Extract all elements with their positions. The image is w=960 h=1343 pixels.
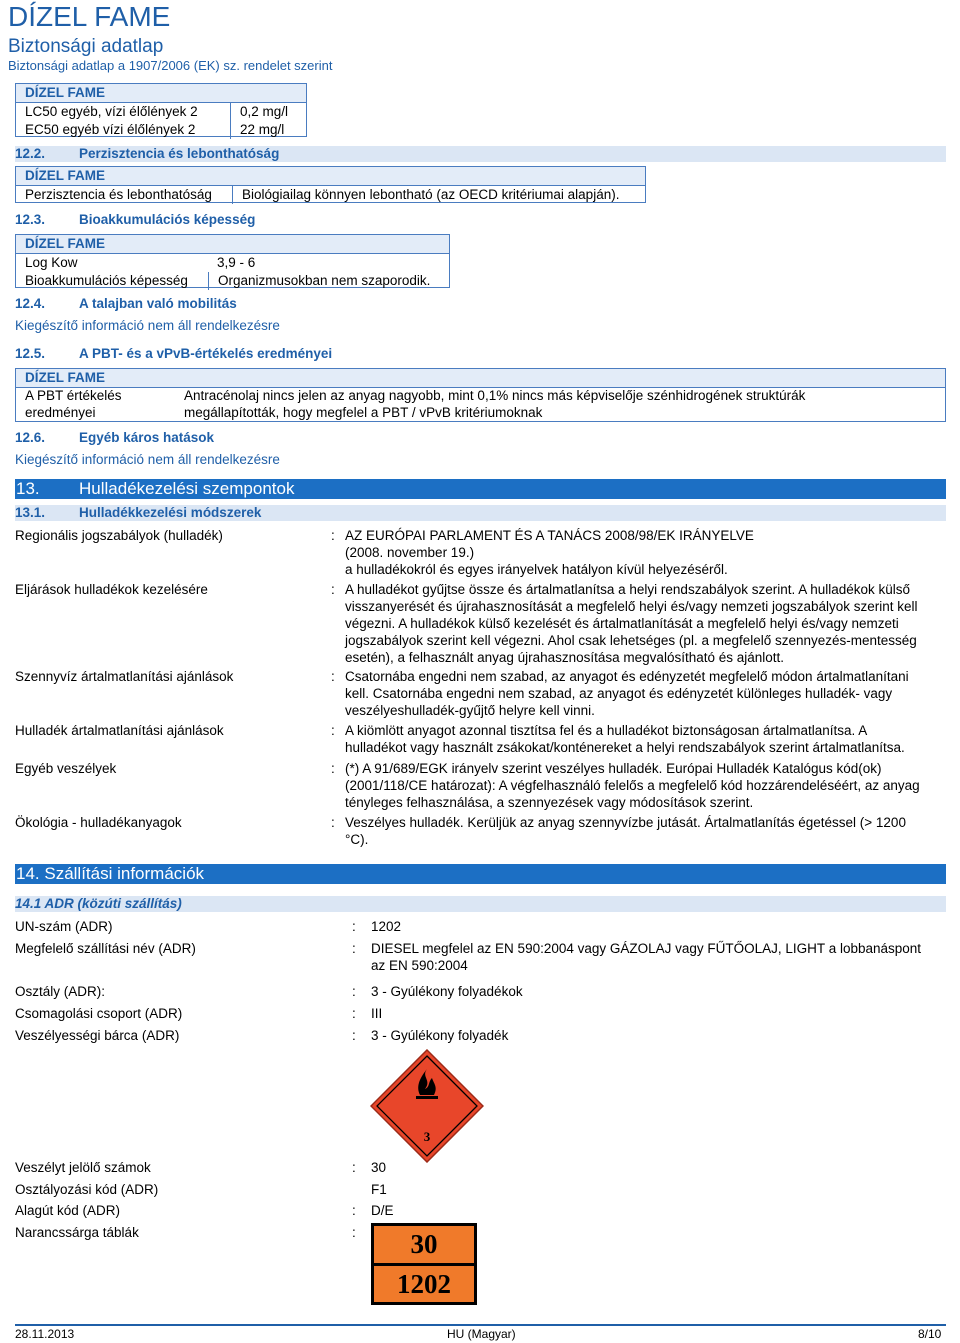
orange-plate — [371, 1223, 477, 1305]
table-cell-value — [184, 387, 805, 421]
waste-info-value-line: A hulladékot gyűjtse össze és ártalmatlanítsa a helyi rendszabályok szerint. A hulladékok külső — [345, 582, 911, 597]
waste-info-value-line: AZ EURÓPAI PARLAMENT ÉS A TANÁCS 2008/98/EK IRÁNYELVE — [345, 528, 754, 543]
waste-info-value-line: hulladékot vagy használt zsákokat/konténereket a helyi rendszabályok szerint ártalmatlanítsa. — [345, 740, 905, 755]
separator-colon: : — [352, 941, 356, 956]
adr-info-label: Osztály (ADR): — [15, 984, 106, 999]
table-caption: DÍZEL FAME — [16, 369, 945, 388]
separator-colon: : — [352, 919, 356, 934]
table-cell-key: Perzisztencia és lebonthatóság — [25, 187, 212, 202]
footer-page-number: 8/10 — [918, 1327, 942, 1341]
table-caption: DÍZEL FAME — [16, 235, 449, 254]
section-title: Hulladékkezelési módszerek — [79, 505, 262, 520]
section-title: 14. Szállítási információk — [16, 864, 205, 883]
table-row — [16, 254, 449, 272]
waste-info-value-line: kell. Csatornába engedni nem szabad, az anyagot és edényzetét különleges hulladék- vagy — [345, 686, 893, 701]
section-number: 12.6. — [15, 430, 46, 445]
section-title: A PBT- és a vPvB-értékelés eredményei — [79, 346, 333, 361]
section-number: 12.3. — [15, 212, 46, 227]
section-13-heading — [15, 479, 946, 499]
label-class-number: 3 — [423, 1129, 431, 1144]
section-title: Hulladékezelési szempontok — [79, 479, 295, 498]
adr-info-value: D/E — [371, 1203, 394, 1218]
separator-colon: : — [352, 1028, 356, 1043]
table-row — [16, 121, 306, 139]
waste-info-label: Ökológia - hulladékanyagok — [15, 815, 182, 830]
bioaccumulation-table — [15, 234, 450, 288]
separator-colon: : — [352, 1160, 356, 1175]
table-cell-value: 3,9 - 6 — [217, 255, 256, 270]
toxicity-table — [15, 83, 307, 137]
section-number: 12.4. — [15, 296, 46, 311]
waste-info-value-line: jogszabályok szerint kell végezni. Ahol csak lehetséges (pl. a megfelelő szennyezés-mentesség — [345, 633, 917, 648]
adr-info-value-line: III — [371, 1006, 383, 1021]
waste-info-label: Hulladék ártalmatlanítási ajánlások — [15, 723, 224, 738]
hazard-identification-number: 30 — [410, 1229, 438, 1259]
waste-info-value-line: visszanyerését és újrahasznosítását a megfelelő helyi és/vagy nemzeti jogszabályok szerint kell — [345, 599, 918, 614]
table-cell-key: Log Kow — [25, 255, 78, 270]
key-line: eredményei — [25, 405, 96, 420]
separator-colon: : — [352, 1225, 356, 1240]
adr-info-label: Veszélyességi bárca (ADR) — [15, 1028, 180, 1043]
adr-info-value: F1 — [371, 1182, 387, 1197]
table-row — [16, 272, 449, 290]
section-12-4-note: Kiegészítő információ nem áll rendelkezésre — [15, 318, 280, 333]
key-line: A PBT értékelés — [25, 388, 122, 403]
waste-info-value-line: veszélyeshulladék-gyűjtő helyre kell vinni. — [345, 703, 595, 718]
section-title: Bioakkumulációs képesség — [79, 212, 256, 227]
waste-info-label: Szennyvíz ártalmatlanítási ajánlások — [15, 669, 234, 684]
table-cell-key: EC50 egyéb vízi élőlények 2 — [25, 122, 196, 137]
waste-info-value-line: (2001/118/CE határozat): A végfelhasználó felelős a megfelelő kód hozzárendeléséért, az anyag — [345, 778, 920, 793]
adr-info-label: Alagút kód (ADR) — [15, 1203, 121, 1218]
section-title: Egyéb káros hatások — [79, 430, 215, 445]
waste-info-label: Regionális jogszabályok (hulladék) — [15, 528, 223, 543]
adr-info-label: Narancssárga táblák — [15, 1225, 139, 1240]
separator-colon: : — [331, 582, 335, 597]
section-12-5-heading — [15, 346, 946, 362]
adr-info-label: Osztályozási kód (ADR) — [15, 1182, 159, 1197]
section-number: 12.2. — [15, 146, 46, 161]
adr-info-label: UN-szám (ADR) — [15, 919, 113, 934]
section-13-1-heading — [15, 505, 946, 521]
table-cell-value: 22 mg/l — [230, 121, 293, 139]
adr-info-value-line: DIESEL megfelel az EN 590:2004 vagy GÁZOLAJ vagy FŰTŐOLAJ, LIGHT a lobbanáspont — [371, 941, 922, 956]
value-line: megállapították, hogy megfelel a PBT / vPvB kritériumoknak — [184, 405, 543, 420]
footer-divider — [15, 1324, 946, 1326]
table-cell-key: LC50 egyéb, vízi élőlények 2 — [25, 104, 198, 119]
waste-info-value-line: tényleges felhasználása, a szennyezések vagy módosítások szerint. — [345, 795, 754, 810]
table-cell-key: Bioakkumulációs képesség — [25, 273, 188, 288]
table-cell-value: 0,2 mg/l — [230, 103, 297, 121]
waste-info-value-line: esetén), a felhasznált anyag újrahasznosítása megvalósítható és ajánlott. — [345, 650, 785, 665]
separator-colon: : — [352, 1203, 356, 1218]
footer-date: 28.11.2013 — [15, 1327, 75, 1341]
separator-colon: : — [352, 984, 356, 999]
adr-info-label: Megfelelő szállítási név (ADR) — [15, 941, 196, 956]
regulation-line: Biztonsági adatlap a 1907/2006 (EK) sz. rendelet szerint — [8, 58, 333, 73]
table-row — [16, 186, 645, 204]
waste-info-value-line: Veszélyes hulladék. Kerüljük az anyag szennyvízbe jutását. Ártalmatlanítás égetéssel (> 1200 — [345, 815, 906, 830]
adr-info-label: Veszélyt jelölő számok — [15, 1160, 151, 1175]
table-row — [16, 103, 306, 121]
separator-colon: : — [331, 528, 335, 543]
table-caption: DÍZEL FAME — [16, 84, 306, 103]
waste-info-value-line: (2008. november 19.) — [345, 545, 475, 560]
table-caption: DÍZEL FAME — [16, 167, 645, 186]
section-12-3-heading — [15, 212, 946, 228]
separator-colon: : — [331, 815, 335, 830]
separator-colon: : — [352, 1006, 356, 1021]
section-title: Perzisztencia és lebonthatóság — [79, 146, 280, 161]
document-title: DÍZEL FAME — [8, 1, 171, 32]
persistence-table — [15, 166, 646, 203]
table-cell-key — [25, 387, 122, 421]
section-14-heading — [15, 864, 946, 884]
table-cell-value: Organizmusokban nem szaporodik. — [208, 272, 439, 290]
section-title: A talajban való mobilitás — [79, 296, 237, 311]
separator-colon: : — [331, 723, 335, 738]
waste-info-value-line: a hulladékokról és egyes irányelvek hatályon kívül helyezéséről. — [345, 562, 728, 577]
waste-info-label: Eljárások hulladékok kezelésére — [15, 582, 208, 597]
waste-info-value-line: Csatornába engedni nem szabad, az anyagot és edényzetét megfelelő módon ártalmatlanítani — [345, 669, 909, 684]
waste-info-value-line: (*) A 91/689/EGK irányelv szerint veszélyes hulladék. Európai Hulladék Katalógus kód(ok) — [345, 761, 882, 776]
flammable-liquid-label — [370, 1049, 484, 1163]
adr-info-value-line: 1202 — [371, 919, 402, 934]
section-number: 12.5. — [15, 346, 46, 361]
separator-colon: : — [331, 761, 335, 776]
section-14-1-heading — [15, 896, 946, 912]
adr-info-value-line: 3 - Gyúlékony folyadék — [371, 1028, 509, 1043]
adr-info-value-line: 3 - Gyúlékony folyadékok — [371, 984, 523, 999]
adr-info-value-line: az EN 590:2004 — [371, 958, 468, 973]
waste-info-value-line: A kiömlött anyagot azonnal tisztítsa fel és a hulladékot biztonságosan ártalmatlanítsa. A — [345, 723, 868, 738]
section-12-2-heading — [15, 146, 946, 162]
adr-info-label: Csomagolási csoport (ADR) — [15, 1006, 183, 1021]
section-title: 14.1 ADR (közúti szállítás) — [15, 896, 182, 911]
section-12-6-note: Kiegészítő információ nem áll rendelkezésre — [15, 452, 280, 467]
un-number: 1202 — [397, 1269, 451, 1299]
section-number: 13.1. — [15, 505, 46, 520]
value-line: Antracénolaj nincs jelen az anyag nagyobb, mint 0,1% nincs más képviselője szénhidrogének struktúrák — [184, 388, 806, 403]
pbt-table — [15, 368, 946, 422]
separator-colon: : — [331, 669, 335, 684]
footer-language: HU (Magyar) — [447, 1327, 516, 1341]
waste-info-label: Egyéb veszélyek — [15, 761, 117, 776]
section-12-6-heading — [15, 430, 946, 446]
adr-info-value: 30 — [371, 1160, 387, 1175]
waste-info-value-line: végezni. A hulladékok külső kezelését és ártalmatlanítását a megfelelő helyi és/vagy nemzeti — [345, 616, 899, 631]
section-12-4-heading — [15, 296, 946, 312]
section-number: 13. — [16, 479, 40, 498]
waste-info-value-line: °C). — [345, 832, 369, 847]
document-subtitle: Biztonsági adatlap — [8, 36, 164, 57]
table-cell-value: Biológiailag könnyen lebontható (az OECD kritériumai alapján). — [232, 186, 628, 204]
